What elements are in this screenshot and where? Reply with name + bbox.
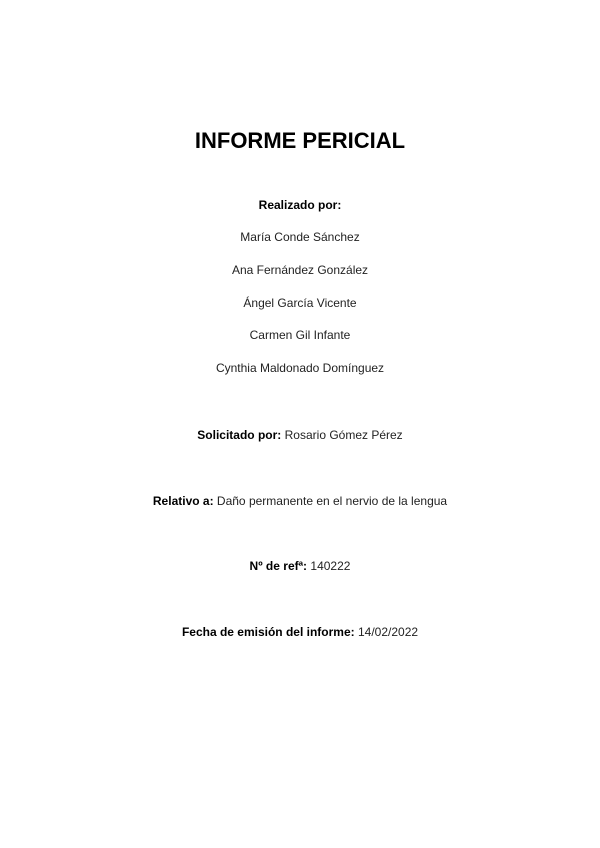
document-title: INFORME PERICIAL <box>194 128 406 153</box>
fecha-value: 14/02/2022 <box>358 625 419 639</box>
relativo-row <box>0 494 600 508</box>
author-name: Ángel García Vicente <box>243 296 357 310</box>
relativo-label: Relativo a: <box>152 494 214 508</box>
solicitado-label: Solicitado por: <box>197 428 282 442</box>
fecha-label: Fecha de emisión del informe: <box>181 625 355 639</box>
relativo-value: Daño permanente en el nervio de la lengua <box>216 494 448 508</box>
referencia-row <box>0 559 600 573</box>
referencia-value: 140222 <box>310 559 351 573</box>
author-name: Cynthia Maldonado Domínguez <box>215 361 385 375</box>
fecha-row <box>0 625 600 639</box>
referencia-label: Nº de refª: <box>249 559 308 573</box>
author-name: Carmen Gil Infante <box>249 328 351 342</box>
realizado-label: Realizado por: <box>258 198 342 212</box>
author-name: Ana Fernández González <box>231 263 369 277</box>
solicitado-row <box>0 428 600 442</box>
solicitado-value: Rosario Gómez Pérez <box>284 428 403 442</box>
author-name: María Conde Sánchez <box>240 230 360 244</box>
